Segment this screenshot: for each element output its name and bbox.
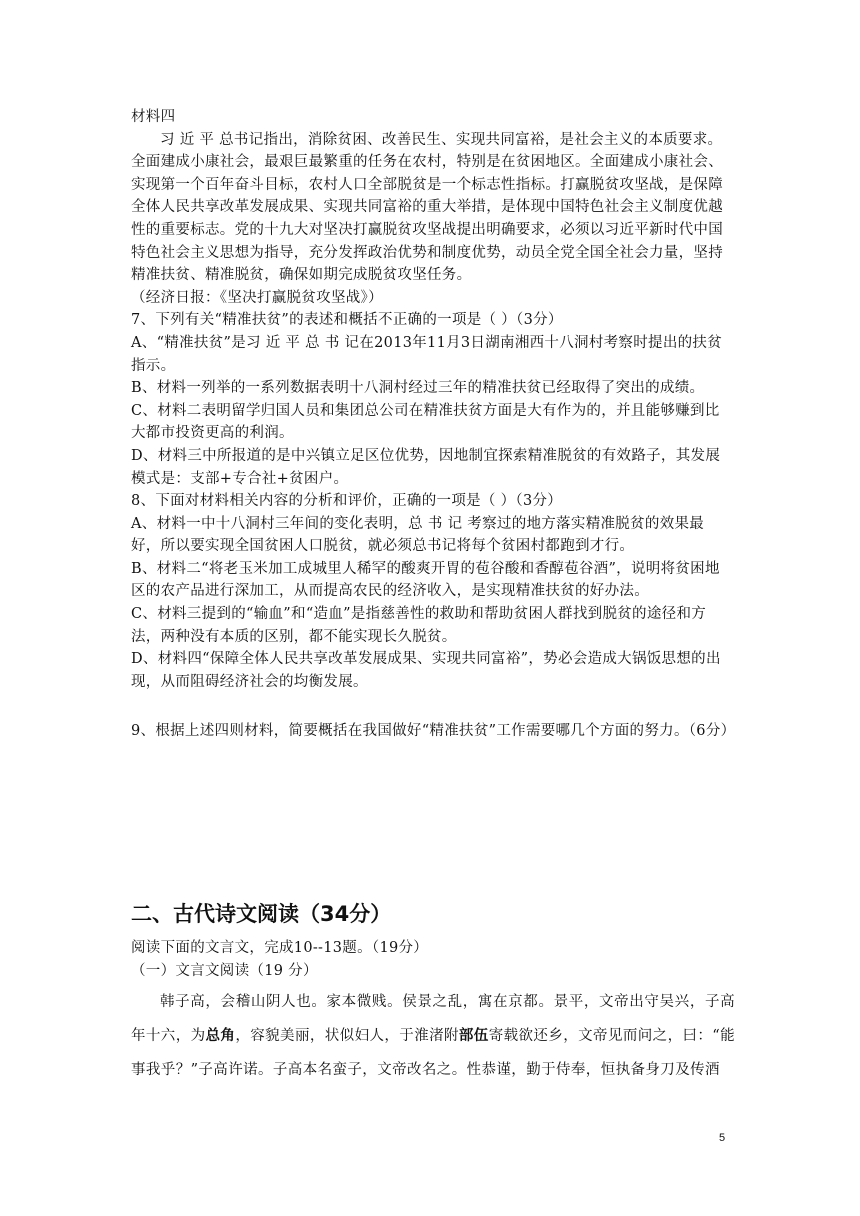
passage-text-1: 韩子高，会稽山阴人也。家本微贱。侯景之乱，寓在京都。景平，文帝出守吴兴，子高年十六，为 [131, 994, 735, 1044]
material4-body: 习 近 平 总书记指出，消除贫困、改善民生、实现共同富裕，是社会主义的本质要求。全面建成小康社会，最艰巨最繁重的任务在农村，特别是在贫困地区。全面建成小康社会、实现第一个百年奋斗目标，农村人口全部脱贫是一个标志性指标。打赢脱贫攻坚战，是保障全体人民共享改革发展成果、实现共同富裕的重大举措，是体现中国特色社会主义制度优越性的重要标志。党的十九大对坚决打赢脱贫攻坚战提出明确要求，必须以习近平新时代中国特色社会主义思想为指导，充分发挥政治优势和制度优势，动员全党全国全社会力量，坚持精准扶贫、精准脱贫，确保如期完成脱贫攻坚任务。 [131, 131, 723, 284]
reading-material-block [131, 106, 731, 693]
passage-text-2: ，容貌美丽，状似妇人，于淮渚附 [235, 1028, 459, 1044]
section-title: 二、古代诗文阅读（34分） [131, 902, 392, 926]
q8-stem: 8、下面对材料相关内容的分析和评价，正确的一项是（ ）（3分） [131, 493, 563, 510]
section-subtitle: （一）文言文阅读（19 分） [131, 962, 318, 979]
material4-source: （经济日报：《坚决打赢脱贫攻坚战》） [131, 289, 383, 306]
q7-option-d: D、材料三中所报道的是中兴镇立足区位优势，因地制宜探索精准脱贫的有效路子，其发展模式是：支部+专合社+贫困户。 [131, 447, 721, 487]
section-intro [131, 937, 731, 982]
question-9-block [131, 720, 736, 743]
bold-term-zongjiao: 总角 [205, 1027, 236, 1044]
material4-heading: 材料四 [131, 109, 176, 125]
q7-stem: 7、下列有关“精准扶贫”的表述和概括不正确的一项是（ ）（3分） [131, 312, 563, 329]
page-number: 5 [719, 1132, 726, 1144]
section-instruction: 阅读下面的文言文，完成10--13题。（19分） [131, 940, 429, 956]
q7-option-a: A、“精准扶贫”是习 近 平 总 书 记在2013年11月3日湖南湘西十八洞村考察时提出的扶贫指示。 [131, 334, 723, 374]
q8-option-b: B、材料二“将老玉米加工成城里人稀罕的酸爽开胃的苞谷酸和香醇苞谷酒”，说明将贫困地区的农产品进行深加工，从而提高农民的经济收入，是实现精准扶贫的好办法。 [131, 560, 720, 600]
passage-text-3: 寄载欲还乡，文帝见而问之，曰：“能事我乎？”子高许诺。子高本名蛮子，文帝改名之。性恭谨，勤于侍奉，恒执备身刀及传酒 [131, 1028, 735, 1078]
q8-option-a: A、材料一中十八洞村三年间的变化表明，总 书 记 考察过的地方落实精准脱贫的效果最好，所以要实现全国贫困人口脱贫，就必须总书记将每个贫困村都跑到才行。 [131, 515, 705, 555]
q8-option-c: C、材料三提到的“输血”和“造血”是指慈善性的救助和帮助贫困人群找到脱贫的途径和方法，两种没有本质的区别，都不能实现长久脱贫。 [131, 606, 707, 645]
bold-term-buwu: 部伍 [458, 1027, 489, 1044]
classical-passage [131, 985, 735, 1087]
q9-stem: 9、根据上述四则材料，简要概括在我国做好“精准扶贫”工作需要哪几个方面的努力。（6分） [131, 723, 736, 739]
classical-paragraph [131, 985, 735, 1087]
q8-option-d: D、材料四“保障全体人民共享改革发展成果、实现共同富裕”，势必会造成大锅饭思想的出现，从而阻碍经济社会的均衡发展。 [131, 651, 721, 690]
q7-option-c: C、材料二表明留学归国人员和集团总公司在精准扶贫方面是大有作为的，并且能够赚到比大都市投资更高的利润。 [131, 402, 720, 442]
q7-option-b: B、材料一列举的一系列数据表明十八洞村经过三年的精准扶贫已经取得了突出的成绩。 [131, 380, 705, 397]
